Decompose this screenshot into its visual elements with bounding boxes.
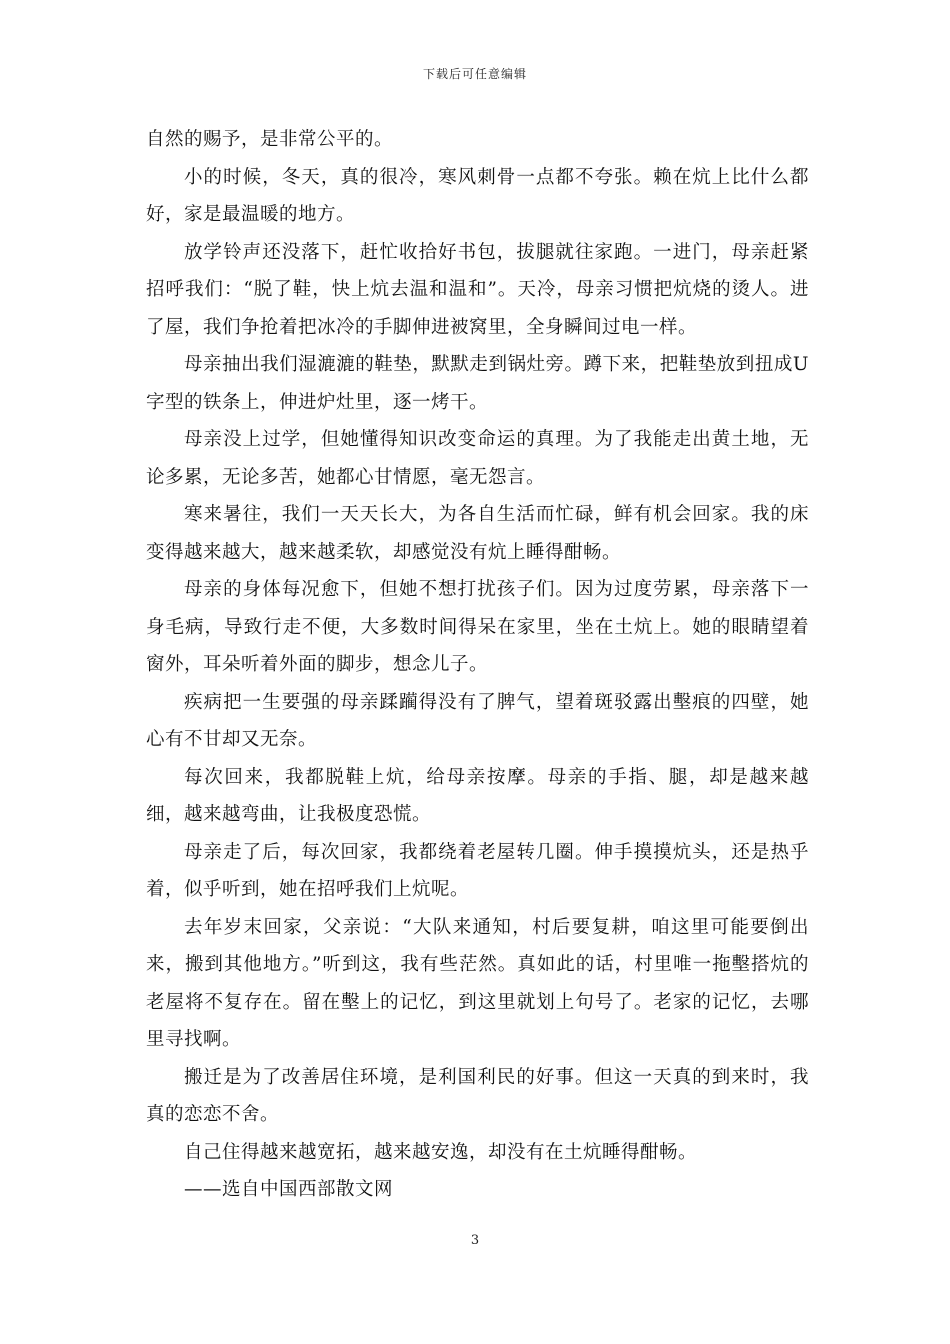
page-header: 下载后可任意编辑 [422, 67, 527, 81]
paragraph: 自然的赐予，是非常公平的。 [146, 129, 394, 150]
paragraph: 去年岁末回家，父亲说：“大队来通知，村后要复耕，咱这里可能要倒出来，搬到其他地方。”听到这，我有些茫然。真如此的话，村里唯一拖墼搭炕的老屋将不复存在。留在墼上的记忆，到这里就划上句号了。老家的记忆，去哪里寻找啊。 [146, 916, 809, 1050]
paragraph: 母亲没上过学，但她懂得知识改变命运的真理。为了我能走出黄土地，无论多累，无论多苦，她都心甘情愿，毫无怨言。 [146, 429, 809, 488]
paragraph: 自己住得越来越宽拓，越来越安逸，却没有在土炕睡得酣畅。 [184, 1141, 698, 1163]
page-number: 3 [470, 1233, 480, 1248]
source-attribution: ——选自中国西部散文网 [184, 1179, 394, 1200]
paragraph: 寒来暑往，我们一天天长大，为各自生活而忙碌，鲜有机会回家。我的床变得越来越大，越来越柔软，却感觉没有炕上睡得酣畅。 [146, 504, 809, 563]
article-body [146, 121, 809, 1209]
paragraph: 放学铃声还没落下，赶忙收拾好书包，拔腿就往家跑。一进门，母亲赶紧招呼我们：“脱了鞋，快上炕去温和温和”。天冷，母亲习惯把炕烧的烫人。进了屋，我们争抢着把冰冷的手脚伸进被窝里，全身瞬间过电一样。 [146, 241, 809, 338]
paragraph: 小的时候，冬天，真的很冷，寒风刺骨一点都不夸张。赖在炕上比什么都好，家是最温暖的地方。 [146, 166, 809, 225]
paragraph: 母亲走了后，每次回家，我都绕着老屋转几圈。伸手摸摸炕头，还是热乎着，似乎听到，她在招呼我们上炕呢。 [146, 841, 809, 900]
paragraph: 母亲的身体每况愈下，但她不想打扰孩子们。因为过度劳累，母亲落下一身毛病，导致行走不便，大多数时间得呆在家里，坐在土炕上。她的眼睛望着窗外，耳朵听着外面的脚步，想念儿子。 [146, 579, 809, 675]
paragraph: 每次回来，我都脱鞋上炕，给母亲按摩。母亲的手指、腿，却是越来越细，越来越弯曲，让我极度恐慌。 [146, 766, 809, 825]
paragraph: 搬迁是为了改善居住环境，是利国利民的好事。但这一天真的到来时，我真的恋恋不舍。 [146, 1066, 809, 1125]
paragraph: 母亲抽出我们湿漉漉的鞋垫，默默走到锅灶旁。蹲下来，把鞋垫放到扭成U字型的铁条上，伸进炉灶里，逐一烤干。 [146, 354, 809, 413]
paragraph: 疾病把一生要强的母亲蹂躏得没有了脾气，望着斑驳露出墼痕的四壁，她心有不甘却又无奈。 [146, 691, 809, 750]
